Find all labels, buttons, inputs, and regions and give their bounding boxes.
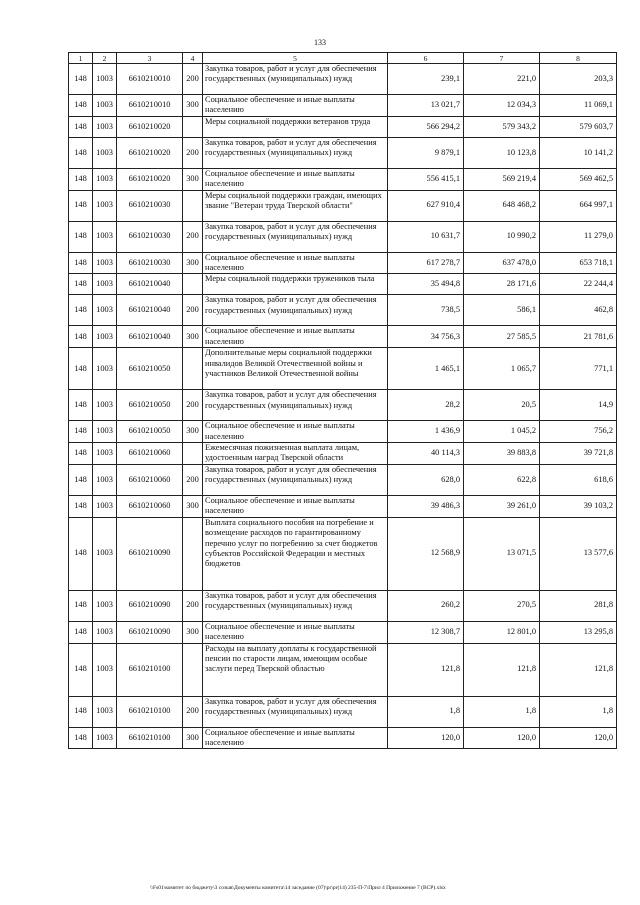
cell-department-code: 148: [69, 95, 93, 117]
cell-section-code: 1003: [93, 95, 117, 117]
cell-amount-col6: 260,2: [388, 590, 464, 621]
cell-description: Социальное обеспечение и иные выплаты населению: [203, 421, 388, 443]
cell-expense-type: 200: [183, 64, 203, 95]
budget-table: [68, 52, 617, 749]
cell-amount-col6: 627 910,4: [388, 190, 464, 221]
cell-expense-type: [183, 190, 203, 221]
cell-description: Закупка товаров, работ и услуг для обеспечения государственных (муниципальных) нужд: [203, 64, 388, 95]
cell-department-code: 148: [69, 621, 93, 643]
cell-description: Закупка товаров, работ и услуг для обеспечения государственных (муниципальных) нужд: [203, 464, 388, 495]
cell-description: Меры социальной поддержки граждан, имеющих звание "Ветеран труда Тверской области": [203, 190, 388, 221]
cell-amount-col8: 22 244,4: [540, 274, 617, 295]
cell-amount-col6: 121,8: [388, 643, 464, 696]
cell-target-article: 6610210090: [117, 590, 183, 621]
cell-section-code: 1003: [93, 727, 117, 749]
cell-section-code: 1003: [93, 274, 117, 295]
cell-amount-col7: 569 219,4: [464, 168, 540, 190]
cell-amount-col6: 35 494,8: [388, 274, 464, 295]
cell-amount-col6: 39 486,3: [388, 495, 464, 517]
cell-target-article: 6610210020: [117, 137, 183, 168]
cell-description: Закупка товаров, работ и услуг для обеспечения государственных (муниципальных) нужд: [203, 137, 388, 168]
cell-amount-col6: 1 465,1: [388, 348, 464, 390]
cell-amount-col7: 586,1: [464, 295, 540, 326]
cell-amount-col7: 28 171,6: [464, 274, 540, 295]
cell-department-code: 148: [69, 495, 93, 517]
cell-target-article: 6610210090: [117, 621, 183, 643]
cell-amount-col7: 579 343,2: [464, 116, 540, 137]
cell-department-code: 148: [69, 348, 93, 390]
cell-amount-col7: 20,5: [464, 390, 540, 421]
cell-amount-col8: 579 603,7: [540, 116, 617, 137]
cell-target-article: 6610210100: [117, 696, 183, 727]
cell-description: Дополнительные меры социальной поддержки инвалидов Великой Отечественной войны и участников Великой Отечественной войны: [203, 348, 388, 390]
col-header-7: 7: [464, 53, 540, 64]
cell-section-code: 1003: [93, 696, 117, 727]
table-row: [69, 464, 617, 495]
cell-target-article: 6610210050: [117, 390, 183, 421]
cell-amount-col7: 27 585,5: [464, 326, 540, 348]
cell-amount-col6: 12 568,9: [388, 517, 464, 590]
cell-expense-type: 300: [183, 727, 203, 749]
cell-amount-col6: 28,2: [388, 390, 464, 421]
cell-target-article: 6610210060: [117, 495, 183, 517]
cell-expense-type: [183, 116, 203, 137]
cell-target-article: 6610210050: [117, 348, 183, 390]
cell-amount-col6: 566 294,2: [388, 116, 464, 137]
cell-amount-col8: 618,6: [540, 464, 617, 495]
cell-section-code: 1003: [93, 421, 117, 443]
cell-description: Выплата социального пособия на погребение и возмещение расходов по гарантированному перечню услуг по погребению за счет бюджетов субъектов Российской Федерации и местных бюджетов: [203, 517, 388, 590]
cell-department-code: 148: [69, 443, 93, 465]
cell-amount-col8: 39 721,8: [540, 443, 617, 465]
cell-expense-type: 200: [183, 295, 203, 326]
table-row: [69, 348, 617, 390]
cell-description: Закупка товаров, работ и услуг для обеспечения государственных (муниципальных) нужд: [203, 295, 388, 326]
col-header-6: 6: [388, 53, 464, 64]
cell-department-code: 148: [69, 421, 93, 443]
cell-department-code: 148: [69, 190, 93, 221]
cell-amount-col6: 12 308,7: [388, 621, 464, 643]
cell-department-code: 148: [69, 326, 93, 348]
cell-section-code: 1003: [93, 643, 117, 696]
cell-target-article: 6610210030: [117, 190, 183, 221]
cell-amount-col7: 13 071,5: [464, 517, 540, 590]
table-row: [69, 390, 617, 421]
cell-section-code: 1003: [93, 495, 117, 517]
cell-amount-col6: 1,8: [388, 696, 464, 727]
cell-amount-col8: 13 295,8: [540, 621, 617, 643]
cell-amount-col7: 120,0: [464, 727, 540, 749]
cell-amount-col7: 1,8: [464, 696, 540, 727]
cell-amount-col8: 569 462,5: [540, 168, 617, 190]
table-row: [69, 621, 617, 643]
cell-description: Закупка товаров, работ и услуг для обеспечения государственных (муниципальных) нужд: [203, 390, 388, 421]
cell-amount-col8: 39 103,2: [540, 495, 617, 517]
table-row: [69, 95, 617, 117]
cell-description: Социальное обеспечение и иные выплаты населению: [203, 727, 388, 749]
cell-description: Социальное обеспечение и иные выплаты населению: [203, 95, 388, 117]
table-row: [69, 696, 617, 727]
cell-target-article: 6610210050: [117, 421, 183, 443]
cell-department-code: 148: [69, 274, 93, 295]
cell-section-code: 1003: [93, 295, 117, 326]
cell-description: Социальное обеспечение и иные выплаты населению: [203, 621, 388, 643]
cell-section-code: 1003: [93, 348, 117, 390]
cell-department-code: 148: [69, 517, 93, 590]
cell-department-code: 148: [69, 168, 93, 190]
cell-description: Расходы на выплату доплаты к государственной пенсии по старости лицам, имеющим особые заслуги перед Тверской областью: [203, 643, 388, 696]
col-header-8: 8: [540, 53, 617, 64]
cell-expense-type: [183, 517, 203, 590]
cell-amount-col6: 239,1: [388, 64, 464, 95]
cell-amount-col6: 556 415,1: [388, 168, 464, 190]
col-header-2: 2: [93, 53, 117, 64]
cell-amount-col8: 771,1: [540, 348, 617, 390]
cell-expense-type: [183, 274, 203, 295]
cell-section-code: 1003: [93, 326, 117, 348]
cell-expense-type: 200: [183, 137, 203, 168]
cell-amount-col8: 10 141,2: [540, 137, 617, 168]
cell-target-article: 6610210060: [117, 443, 183, 465]
cell-amount-col7: 648 468,2: [464, 190, 540, 221]
cell-department-code: 148: [69, 221, 93, 252]
table-row: [69, 590, 617, 621]
cell-amount-col6: 13 021,7: [388, 95, 464, 117]
cell-amount-col8: 120,0: [540, 727, 617, 749]
cell-amount-col8: 13 577,6: [540, 517, 617, 590]
table-row: [69, 116, 617, 137]
file-path-footer: \\Fs01\комитет по бюджету\3 созыв\Документы комитета\14 заседание (07)\pr\pr(14) 235-П-7\Прил 4 Приложение 7 (ВСР).xlsx: [150, 885, 446, 891]
cell-target-article: 6610210030: [117, 221, 183, 252]
cell-expense-type: 300: [183, 252, 203, 274]
cell-section-code: 1003: [93, 252, 117, 274]
table-row: [69, 727, 617, 749]
table-row: [69, 137, 617, 168]
col-header-4: 4: [183, 53, 203, 64]
cell-amount-col8: 203,3: [540, 64, 617, 95]
cell-amount-col8: 14,9: [540, 390, 617, 421]
cell-description: Социальное обеспечение и иные выплаты населению: [203, 252, 388, 274]
col-header-1: 1: [69, 53, 93, 64]
cell-amount-col8: 1,8: [540, 696, 617, 727]
cell-amount-col7: 622,8: [464, 464, 540, 495]
cell-description: Меры социальной поддержки тружеников тыла: [203, 274, 388, 295]
cell-section-code: 1003: [93, 621, 117, 643]
cell-description: Ежемесячная пожизненная выплата лицам, удостоенным наград Тверской области: [203, 443, 388, 465]
cell-expense-type: 300: [183, 421, 203, 443]
cell-description: Закупка товаров, работ и услуг для обеспечения государственных (муниципальных) нужд: [203, 221, 388, 252]
cell-amount-col6: 9 879,1: [388, 137, 464, 168]
cell-expense-type: 200: [183, 696, 203, 727]
page-number: 133: [314, 38, 326, 47]
cell-expense-type: 300: [183, 95, 203, 117]
cell-department-code: 148: [69, 727, 93, 749]
cell-target-article: 6610210060: [117, 464, 183, 495]
cell-section-code: 1003: [93, 517, 117, 590]
cell-target-article: 6610210040: [117, 295, 183, 326]
cell-amount-col6: 34 756,3: [388, 326, 464, 348]
cell-target-article: 6610210030: [117, 252, 183, 274]
cell-target-article: 6610210040: [117, 274, 183, 295]
cell-amount-col8: 281,8: [540, 590, 617, 621]
cell-target-article: 6610210010: [117, 95, 183, 117]
table-row: [69, 64, 617, 95]
cell-amount-col7: 39 261,0: [464, 495, 540, 517]
cell-expense-type: [183, 443, 203, 465]
cell-expense-type: 200: [183, 464, 203, 495]
cell-department-code: 148: [69, 464, 93, 495]
cell-description: Социальное обеспечение и иные выплаты населению: [203, 168, 388, 190]
cell-amount-col7: 12 034,3: [464, 95, 540, 117]
cell-department-code: 148: [69, 696, 93, 727]
table-row: [69, 295, 617, 326]
table-row: [69, 643, 617, 696]
table-row: [69, 190, 617, 221]
table-row: [69, 326, 617, 348]
cell-amount-col7: 12 801,0: [464, 621, 540, 643]
cell-amount-col6: 738,5: [388, 295, 464, 326]
cell-amount-col7: 221,0: [464, 64, 540, 95]
cell-description: Социальное обеспечение и иные выплаты населению: [203, 495, 388, 517]
cell-amount-col6: 40 114,3: [388, 443, 464, 465]
cell-amount-col8: 462,8: [540, 295, 617, 326]
table-body: [69, 64, 617, 749]
table-row: [69, 421, 617, 443]
cell-department-code: 148: [69, 116, 93, 137]
cell-amount-col7: 637 478,0: [464, 252, 540, 274]
cell-description: Закупка товаров, работ и услуг для обеспечения государственных (муниципальных) нужд: [203, 590, 388, 621]
cell-target-article: 6610210100: [117, 727, 183, 749]
cell-section-code: 1003: [93, 137, 117, 168]
cell-amount-col7: 10 123,8: [464, 137, 540, 168]
cell-amount-col7: 1 045,2: [464, 421, 540, 443]
cell-expense-type: 300: [183, 168, 203, 190]
cell-section-code: 1003: [93, 464, 117, 495]
cell-expense-type: [183, 348, 203, 390]
cell-amount-col6: 120,0: [388, 727, 464, 749]
col-header-3: 3: [117, 53, 183, 64]
cell-section-code: 1003: [93, 590, 117, 621]
cell-section-code: 1003: [93, 116, 117, 137]
cell-expense-type: 200: [183, 590, 203, 621]
cell-amount-col8: 11 069,1: [540, 95, 617, 117]
cell-section-code: 1003: [93, 390, 117, 421]
table-row: [69, 221, 617, 252]
cell-expense-type: [183, 643, 203, 696]
cell-section-code: 1003: [93, 64, 117, 95]
cell-description: Меры социальной поддержки ветеранов труда: [203, 116, 388, 137]
cell-target-article: 6610210040: [117, 326, 183, 348]
cell-target-article: 6610210010: [117, 64, 183, 95]
cell-amount-col8: 653 718,1: [540, 252, 617, 274]
cell-section-code: 1003: [93, 221, 117, 252]
cell-amount-col6: 628,0: [388, 464, 464, 495]
cell-target-article: 6610210090: [117, 517, 183, 590]
cell-amount-col7: 10 990,2: [464, 221, 540, 252]
cell-department-code: 148: [69, 252, 93, 274]
cell-expense-type: 200: [183, 390, 203, 421]
cell-amount-col7: 270,5: [464, 590, 540, 621]
cell-description: Закупка товаров, работ и услуг для обеспечения государственных (муниципальных) нужд: [203, 696, 388, 727]
cell-department-code: 148: [69, 295, 93, 326]
cell-amount-col6: 617 278,7: [388, 252, 464, 274]
cell-amount-col8: 664 997,1: [540, 190, 617, 221]
table-row: [69, 517, 617, 590]
cell-expense-type: 300: [183, 326, 203, 348]
header-row: [69, 53, 617, 64]
cell-target-article: 6610210020: [117, 168, 183, 190]
cell-section-code: 1003: [93, 443, 117, 465]
cell-target-article: 6610210100: [117, 643, 183, 696]
cell-department-code: 148: [69, 390, 93, 421]
cell-amount-col8: 756,2: [540, 421, 617, 443]
cell-section-code: 1003: [93, 168, 117, 190]
cell-amount-col6: 1 436,9: [388, 421, 464, 443]
cell-amount-col7: 1 065,7: [464, 348, 540, 390]
cell-amount-col8: 21 781,6: [540, 326, 617, 348]
table-row: [69, 168, 617, 190]
cell-section-code: 1003: [93, 190, 117, 221]
cell-amount-col8: 121,8: [540, 643, 617, 696]
cell-expense-type: 200: [183, 221, 203, 252]
table-row: [69, 495, 617, 517]
cell-amount-col8: 11 279,0: [540, 221, 617, 252]
cell-amount-col6: 10 631,7: [388, 221, 464, 252]
cell-amount-col7: 121,8: [464, 643, 540, 696]
cell-amount-col7: 39 883,8: [464, 443, 540, 465]
col-header-5: 5: [203, 53, 388, 64]
cell-target-article: 6610210020: [117, 116, 183, 137]
cell-expense-type: 300: [183, 621, 203, 643]
table-row: [69, 443, 617, 465]
table-row: [69, 252, 617, 274]
cell-description: Социальное обеспечение и иные выплаты населению: [203, 326, 388, 348]
cell-department-code: 148: [69, 64, 93, 95]
cell-department-code: 148: [69, 643, 93, 696]
cell-department-code: 148: [69, 590, 93, 621]
cell-department-code: 148: [69, 137, 93, 168]
cell-expense-type: 300: [183, 495, 203, 517]
table-row: [69, 274, 617, 295]
